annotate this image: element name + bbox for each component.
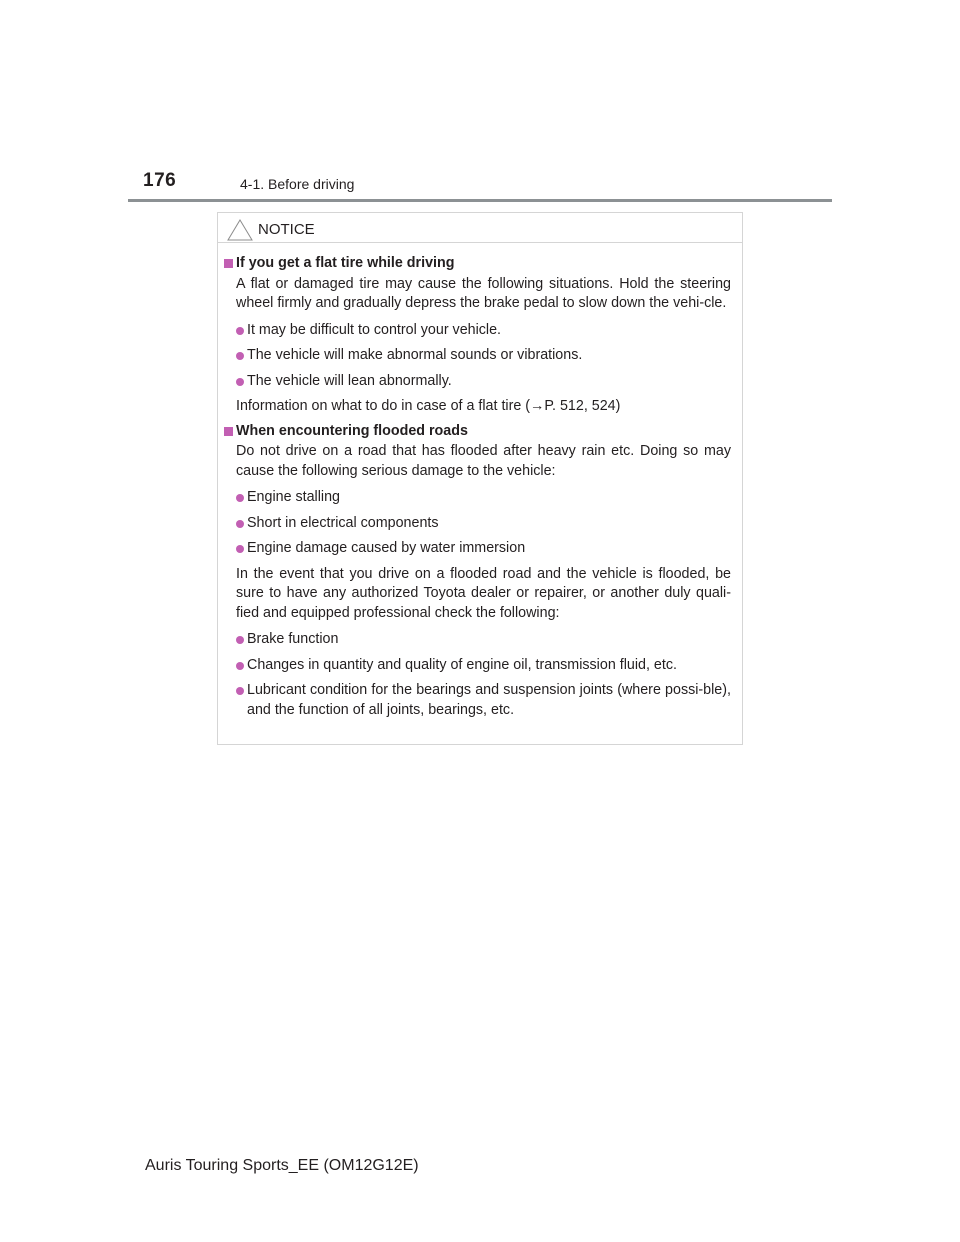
list-item-text: Brake function xyxy=(247,631,339,647)
square-bullet-icon xyxy=(224,259,233,268)
warning-triangle-icon xyxy=(226,218,254,242)
list-item xyxy=(224,321,731,341)
list-item-text: Changes in quantity and quality of engine oil, transmission fluid, etc. xyxy=(247,656,677,673)
list-item-text: The vehicle will make abnormal sounds or vibrations. xyxy=(247,347,583,363)
list-item xyxy=(224,656,731,676)
notice-body xyxy=(218,243,742,720)
list-item-text: Engine damage caused by water immersion xyxy=(247,540,526,556)
list-item xyxy=(224,346,731,366)
page-number: 176 xyxy=(143,170,177,191)
section-heading xyxy=(224,422,731,442)
list-item xyxy=(224,372,731,392)
list-item xyxy=(224,539,731,559)
list-item xyxy=(224,514,731,534)
paragraph: In the event that you drive on a flooded road and the vehicle is flooded, be sure to have any authorized Toyota dealer or repairer, or another duly quali-fied and equipped professional check the following: xyxy=(236,565,731,621)
list-item-text: Short in electrical components xyxy=(247,514,439,531)
list-item-text: Engine stalling xyxy=(247,489,340,505)
list-item-text: Lubricant condition for the bearings and suspension joints (where possi-ble), and the function of all joints, bearings, etc. xyxy=(247,682,731,718)
round-bullet-icon xyxy=(236,520,244,528)
section-title: 4-1. Before driving xyxy=(240,176,355,192)
notice-title: NOTICE xyxy=(258,220,315,238)
header-divider xyxy=(128,199,832,202)
section-heading xyxy=(224,254,731,274)
round-bullet-icon xyxy=(236,494,244,502)
heading-text: If you get a flat tire while driving xyxy=(236,255,455,271)
round-bullet-icon xyxy=(236,687,244,695)
round-bullet-icon xyxy=(236,636,244,644)
list-item-text: It may be difficult to control your vehicle. xyxy=(247,321,502,338)
round-bullet-icon xyxy=(236,378,244,386)
round-bullet-icon xyxy=(236,352,244,360)
round-bullet-icon xyxy=(236,327,244,335)
round-bullet-icon xyxy=(236,662,244,670)
heading-text: When encountering flooded roads xyxy=(236,422,468,439)
square-bullet-icon xyxy=(224,427,233,436)
list-item xyxy=(224,488,731,508)
list-item xyxy=(224,681,731,720)
notice-header xyxy=(218,213,742,243)
paragraph: A flat or damaged tire may cause the following situations. Hold the steering wheel firmly and gradually depress the brake pedal to slow down the vehi-cle. xyxy=(236,275,731,311)
footer-model-code: Auris Touring Sports_EE (OM12G12E) xyxy=(145,1157,419,1174)
paragraph: Information on what to do in case of a flat tire (→P. 512, 524) xyxy=(236,398,621,414)
notice-box xyxy=(217,212,743,745)
list-item-text: The vehicle will lean abnormally. xyxy=(247,372,452,389)
paragraph: Do not drive on a road that has flooded after heavy rain etc. Doing so may cause the following serious damage to the vehicle: xyxy=(236,443,731,479)
list-item xyxy=(224,630,731,650)
round-bullet-icon xyxy=(236,545,244,553)
